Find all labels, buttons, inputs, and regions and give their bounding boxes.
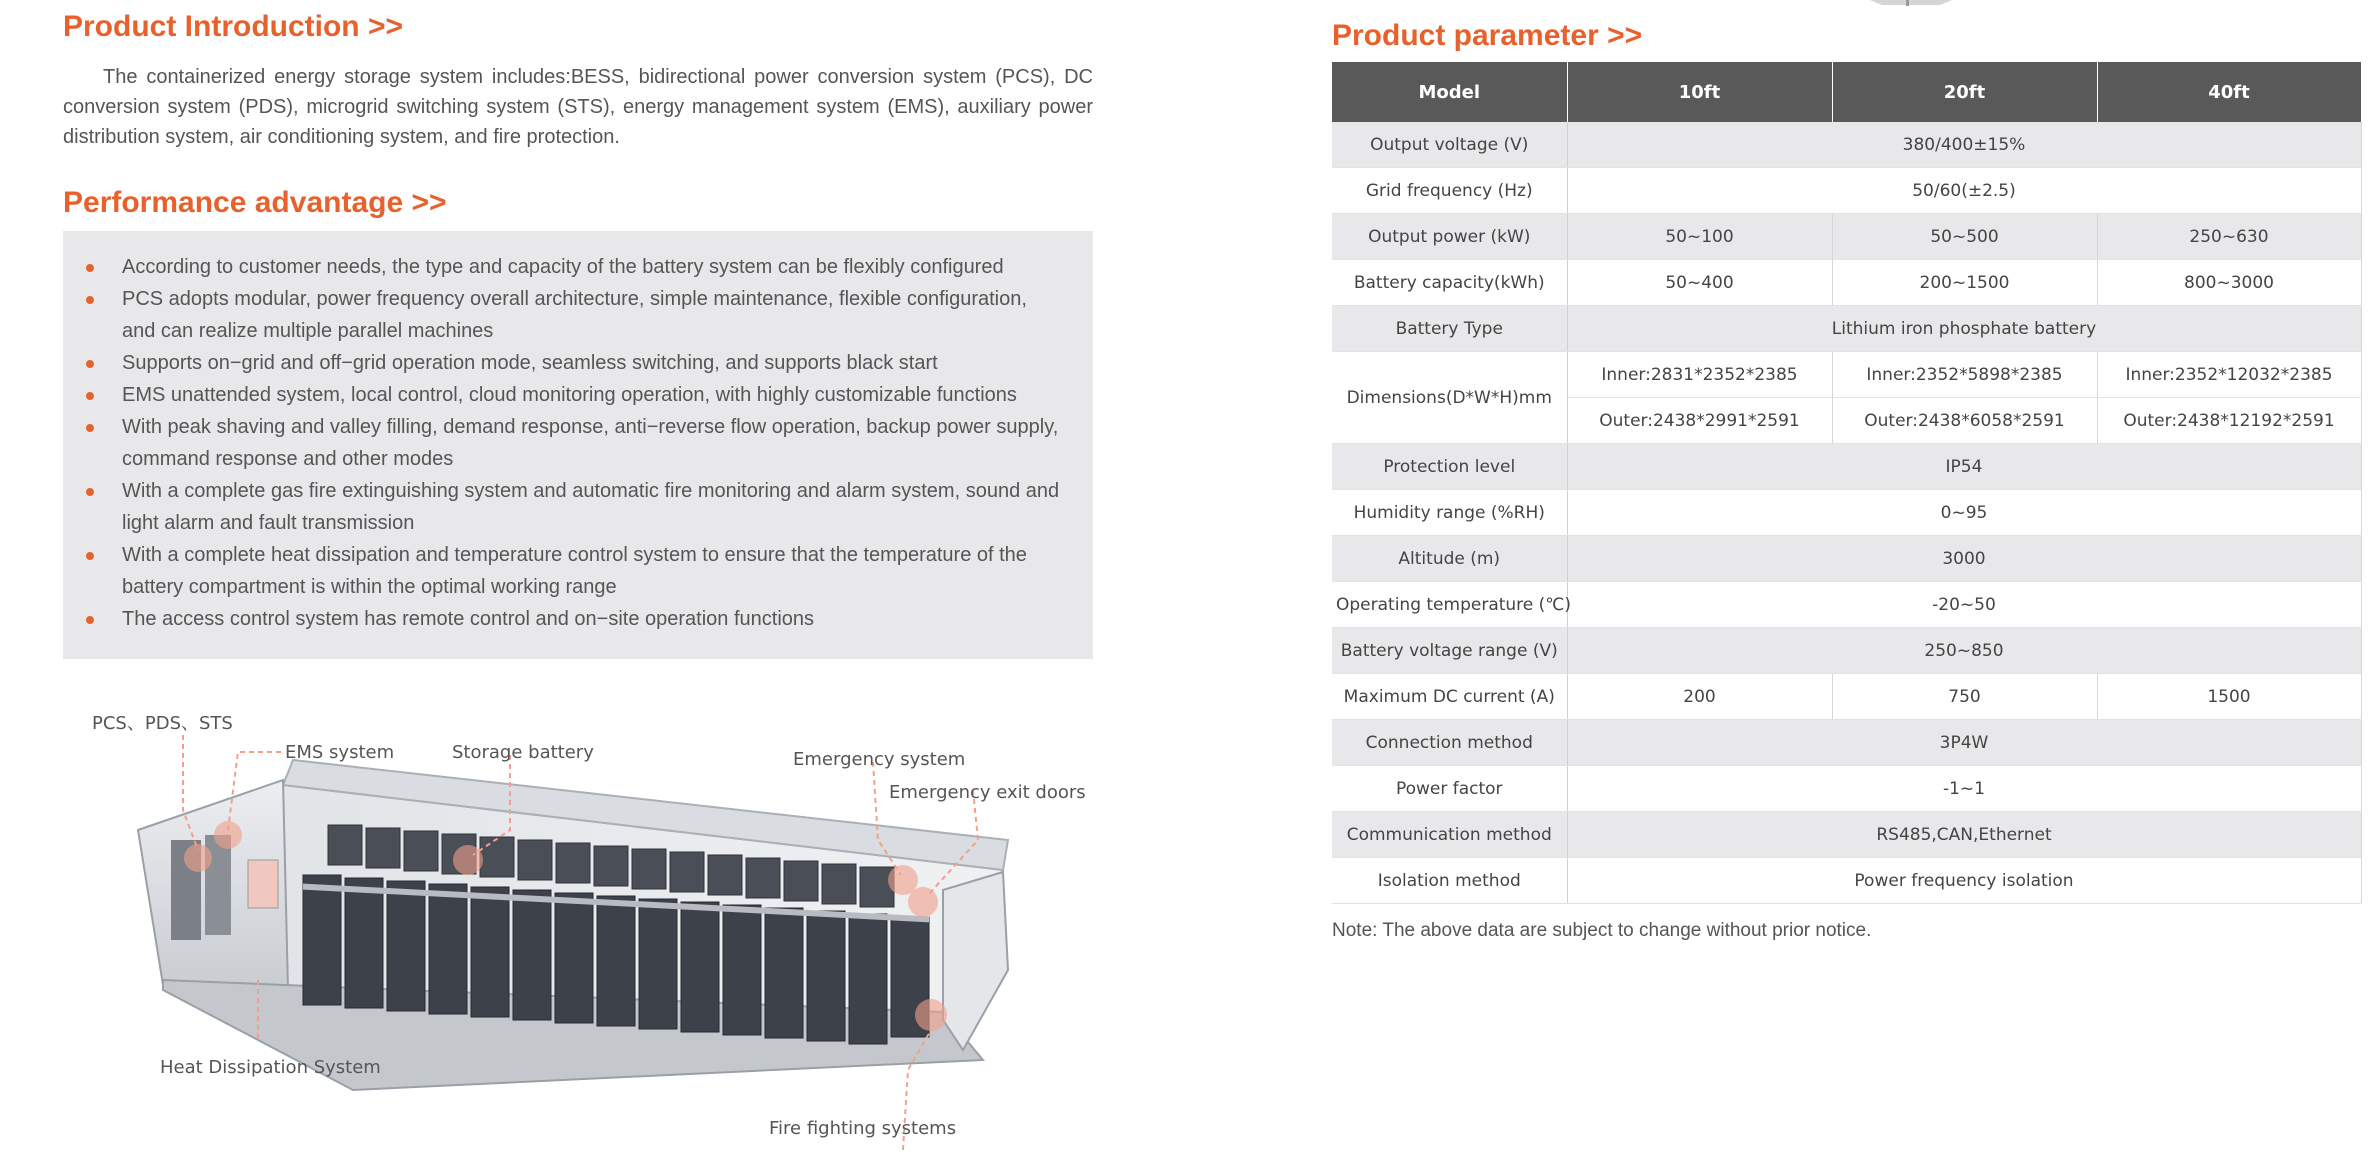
header-20ft: 20ft <box>1832 62 2097 122</box>
row-label: Operating temperature (℃) <box>1332 582 1567 628</box>
table-row <box>1332 214 2361 260</box>
row-value: 50~400 <box>1567 260 1832 306</box>
row-label: Output power (kW) <box>1332 214 1567 260</box>
header-model: Model <box>1332 62 1567 122</box>
row-value: 0~95 <box>1567 490 2361 536</box>
table-row <box>1332 812 2361 858</box>
row-value: Outer:2438*12192*2591 <box>2097 398 2361 444</box>
table-row <box>1332 858 2361 904</box>
row-value: 1500 <box>2097 674 2361 720</box>
performance-item: With a complete heat dissipation and temperature control system to ensure that the temperature of the battery compartment is within the optimal working range <box>122 539 1063 603</box>
table-row <box>1332 352 2361 398</box>
row-value: Inner:2352*5898*2385 <box>1832 352 2097 398</box>
row-label: Maximum DC current (A) <box>1332 674 1567 720</box>
intro-text: The containerized energy storage system includes:BESS, bidirectional power conversion system (PCS), DC conversion system (PDS), microgrid switching system (STS), energy management system (EMS), auxiliary power distribution system, air conditioning system, and fire protection. <box>63 66 1093 148</box>
row-value: 250~630 <box>2097 214 2361 260</box>
row-value: 200 <box>1567 674 1832 720</box>
label-pcs-pds-sts: PCS、PDS、STS <box>92 713 233 734</box>
row-value: 800~3000 <box>2097 260 2361 306</box>
table-row <box>1332 582 2361 628</box>
header-10ft: 10ft <box>1567 62 1832 122</box>
table-row <box>1332 766 2361 812</box>
table-note: Note: The above data are subject to change without prior notice. <box>1332 920 1872 941</box>
performance-item: EMS unattended system, local control, cloud monitoring operation, with highly customizable functions <box>122 379 1063 411</box>
row-value: 50/60(±2.5) <box>1567 168 2361 214</box>
performance-title: Performance advantage >> <box>63 186 447 219</box>
row-label: Battery capacity(kWh) <box>1332 260 1567 306</box>
table-row <box>1332 306 2361 352</box>
table-row <box>1332 168 2361 214</box>
label-storage-battery: Storage battery <box>452 742 594 763</box>
row-label: Humidity range (%RH) <box>1332 490 1567 536</box>
label-emergency-exit-doors: Emergency exit doors <box>889 782 1086 803</box>
performance-item: Supports on−grid and off−grid operation mode, seamless switching, and supports black start <box>122 347 1063 379</box>
row-value: RS485,CAN,Ethernet <box>1567 812 2361 858</box>
performance-item: With a complete gas fire extinguishing system and automatic fire monitoring and alarm system, sound and light alarm and fault transmission <box>122 475 1063 539</box>
parameter-title: Product parameter >> <box>1332 19 1643 52</box>
row-value: 3P4W <box>1567 720 2361 766</box>
table-row <box>1332 444 2361 490</box>
header-40ft: 40ft <box>2097 62 2361 122</box>
row-value: 3000 <box>1567 536 2361 582</box>
container-diagram <box>63 690 1093 1160</box>
row-label: Battery Type <box>1332 306 1567 352</box>
parameter-table <box>1332 62 2362 904</box>
label-ems-system: EMS system <box>285 742 395 763</box>
row-label: Power factor <box>1332 766 1567 812</box>
row-value: Inner:2831*2352*2385 <box>1567 352 1832 398</box>
table-header-row <box>1332 62 2361 122</box>
intro-title: Product Introduction >> <box>63 10 404 43</box>
row-value: Outer:2438*2991*2591 <box>1567 398 1832 444</box>
label-fire-fighting: Fire fighting systems <box>769 1118 957 1139</box>
performance-item: PCS adopts modular, power frequency overall architecture, simple maintenance, flexible configuration, and can realize multiple parallel machines <box>122 283 1063 347</box>
row-label: Connection method <box>1332 720 1567 766</box>
performance-item: With peak shaving and valley filling, demand response, anti−reverse flow operation, backup power supply, command response and other modes <box>122 411 1063 475</box>
row-value: -1~1 <box>1567 766 2361 812</box>
table-row <box>1332 260 2361 306</box>
row-value: -20~50 <box>1567 582 2361 628</box>
row-label: Output voltage (V) <box>1332 122 1567 168</box>
row-value: 200~1500 <box>1832 260 2097 306</box>
label-emergency-system: Emergency system <box>793 749 966 770</box>
table-row <box>1332 720 2361 766</box>
row-value: Lithium iron phosphate battery <box>1567 306 2361 352</box>
table-row <box>1332 122 2361 168</box>
table-row <box>1332 490 2361 536</box>
table-row <box>1332 628 2361 674</box>
row-value: 50~500 <box>1832 214 2097 260</box>
table-row <box>1332 536 2361 582</box>
performance-box <box>63 231 1093 659</box>
row-label: Grid frequency (Hz) <box>1332 168 1567 214</box>
row-label: Altitude (m) <box>1332 536 1567 582</box>
row-value: 250~850 <box>1567 628 2361 674</box>
performance-item: The access control system has remote control and on−site operation functions <box>122 603 1063 635</box>
table-row <box>1332 674 2361 720</box>
label-heat-dissipation: Heat Dissipation System <box>160 1057 381 1078</box>
row-value: 750 <box>1832 674 2097 720</box>
cropped-product-image-fragment <box>1870 0 1952 6</box>
row-value: 50~100 <box>1567 214 1832 260</box>
row-label: Dimensions(D*W*H)mm <box>1332 352 1567 444</box>
row-value: IP54 <box>1567 444 2361 490</box>
row-label: Protection level <box>1332 444 1567 490</box>
row-value: Inner:2352*12032*2385 <box>2097 352 2361 398</box>
row-value: 380/400±15% <box>1567 122 2361 168</box>
row-value: Outer:2438*6058*2591 <box>1832 398 2097 444</box>
performance-list <box>63 231 1093 635</box>
row-label: Battery voltage range (V) <box>1332 628 1567 674</box>
row-label: Communication method <box>1332 812 1567 858</box>
row-value: Power frequency isolation <box>1567 858 2361 904</box>
row-label: Isolation method <box>1332 858 1567 904</box>
performance-item: According to customer needs, the type and capacity of the battery system can be flexibly configured <box>122 251 1063 283</box>
